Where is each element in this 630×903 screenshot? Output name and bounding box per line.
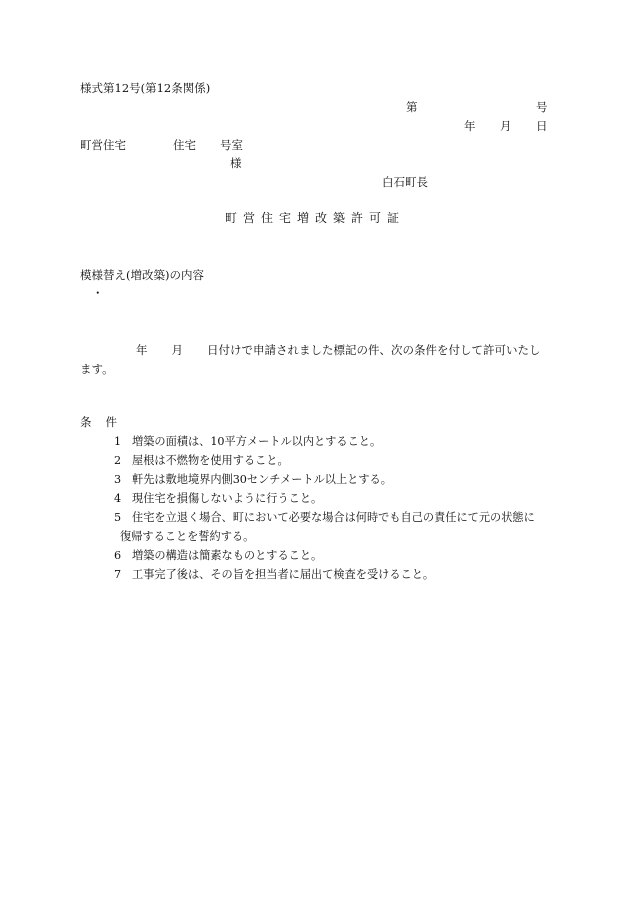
conditions-heading-b: 件: [105, 415, 117, 429]
bullet-item: ・: [92, 286, 104, 300]
condition-text: 軒先は敷地境界内側30センチメートル以上とする。: [132, 473, 392, 486]
permit-paragraph: [80, 341, 552, 379]
document-title: 町営住宅増改築許可証: [224, 211, 405, 225]
para-year: 年: [136, 343, 148, 357]
condition-text: 現住宅を損傷しないように行うこと。: [132, 492, 323, 505]
condition-number: 4: [114, 492, 122, 505]
condition-text: 工事完了後は、その旨を担当者に届出て検査を受けること。: [132, 568, 435, 581]
condition-number: 6: [114, 549, 122, 562]
condition-text: 屋根は不燃物を使用すること。: [132, 454, 289, 467]
condition-text: 増築の面積は、10平方メートル以内とすること。: [132, 435, 382, 448]
condition-number: 5: [114, 511, 122, 524]
condition-item: [80, 432, 560, 451]
date-day: 日: [536, 119, 548, 133]
number-suffix: 号: [536, 100, 548, 114]
condition-item: [80, 546, 560, 565]
condition-text: 増築の構造は簡素なものとすること。: [132, 549, 323, 562]
condition-item: [80, 451, 560, 470]
condition-number: 2: [114, 454, 122, 467]
issuer: 白石町長: [382, 175, 428, 189]
address-house: 住宅: [173, 138, 196, 152]
para-month: 月: [171, 343, 183, 357]
condition-continuation: [80, 527, 560, 546]
conditions-list: [80, 432, 560, 584]
condition-number: 1: [114, 435, 122, 448]
condition-item: [80, 470, 560, 489]
conditions-heading-a: 条: [80, 415, 92, 429]
form-label: 様式第12号(第12条関係): [80, 81, 211, 95]
para-line2: ます。: [80, 362, 114, 376]
date-year: 年: [464, 119, 476, 133]
para-line1: 日付けで申請されました標記の件、次の条件を付して許可いたし: [207, 343, 541, 357]
address-prefix: 町営住宅: [80, 138, 126, 152]
condition-item: [80, 565, 560, 584]
date-month: 月: [500, 119, 512, 133]
condition-item: [80, 489, 560, 508]
honorific: 様: [230, 156, 242, 170]
conditions-heading: [80, 414, 117, 430]
number-prefix: 第: [406, 100, 418, 114]
condition-text: 住宅を立退く場合、町において必要な場合は何時でも自己の責任にて元の状態に: [132, 511, 535, 524]
condition-text-continued: 復帰することを誓約する。: [120, 530, 255, 543]
condition-number: 3: [114, 473, 122, 486]
condition-number: 7: [114, 568, 122, 581]
address-room: 号室: [220, 138, 243, 152]
section-heading: 模様替え(増改築)の内容: [80, 268, 204, 282]
condition-item: [80, 508, 560, 527]
